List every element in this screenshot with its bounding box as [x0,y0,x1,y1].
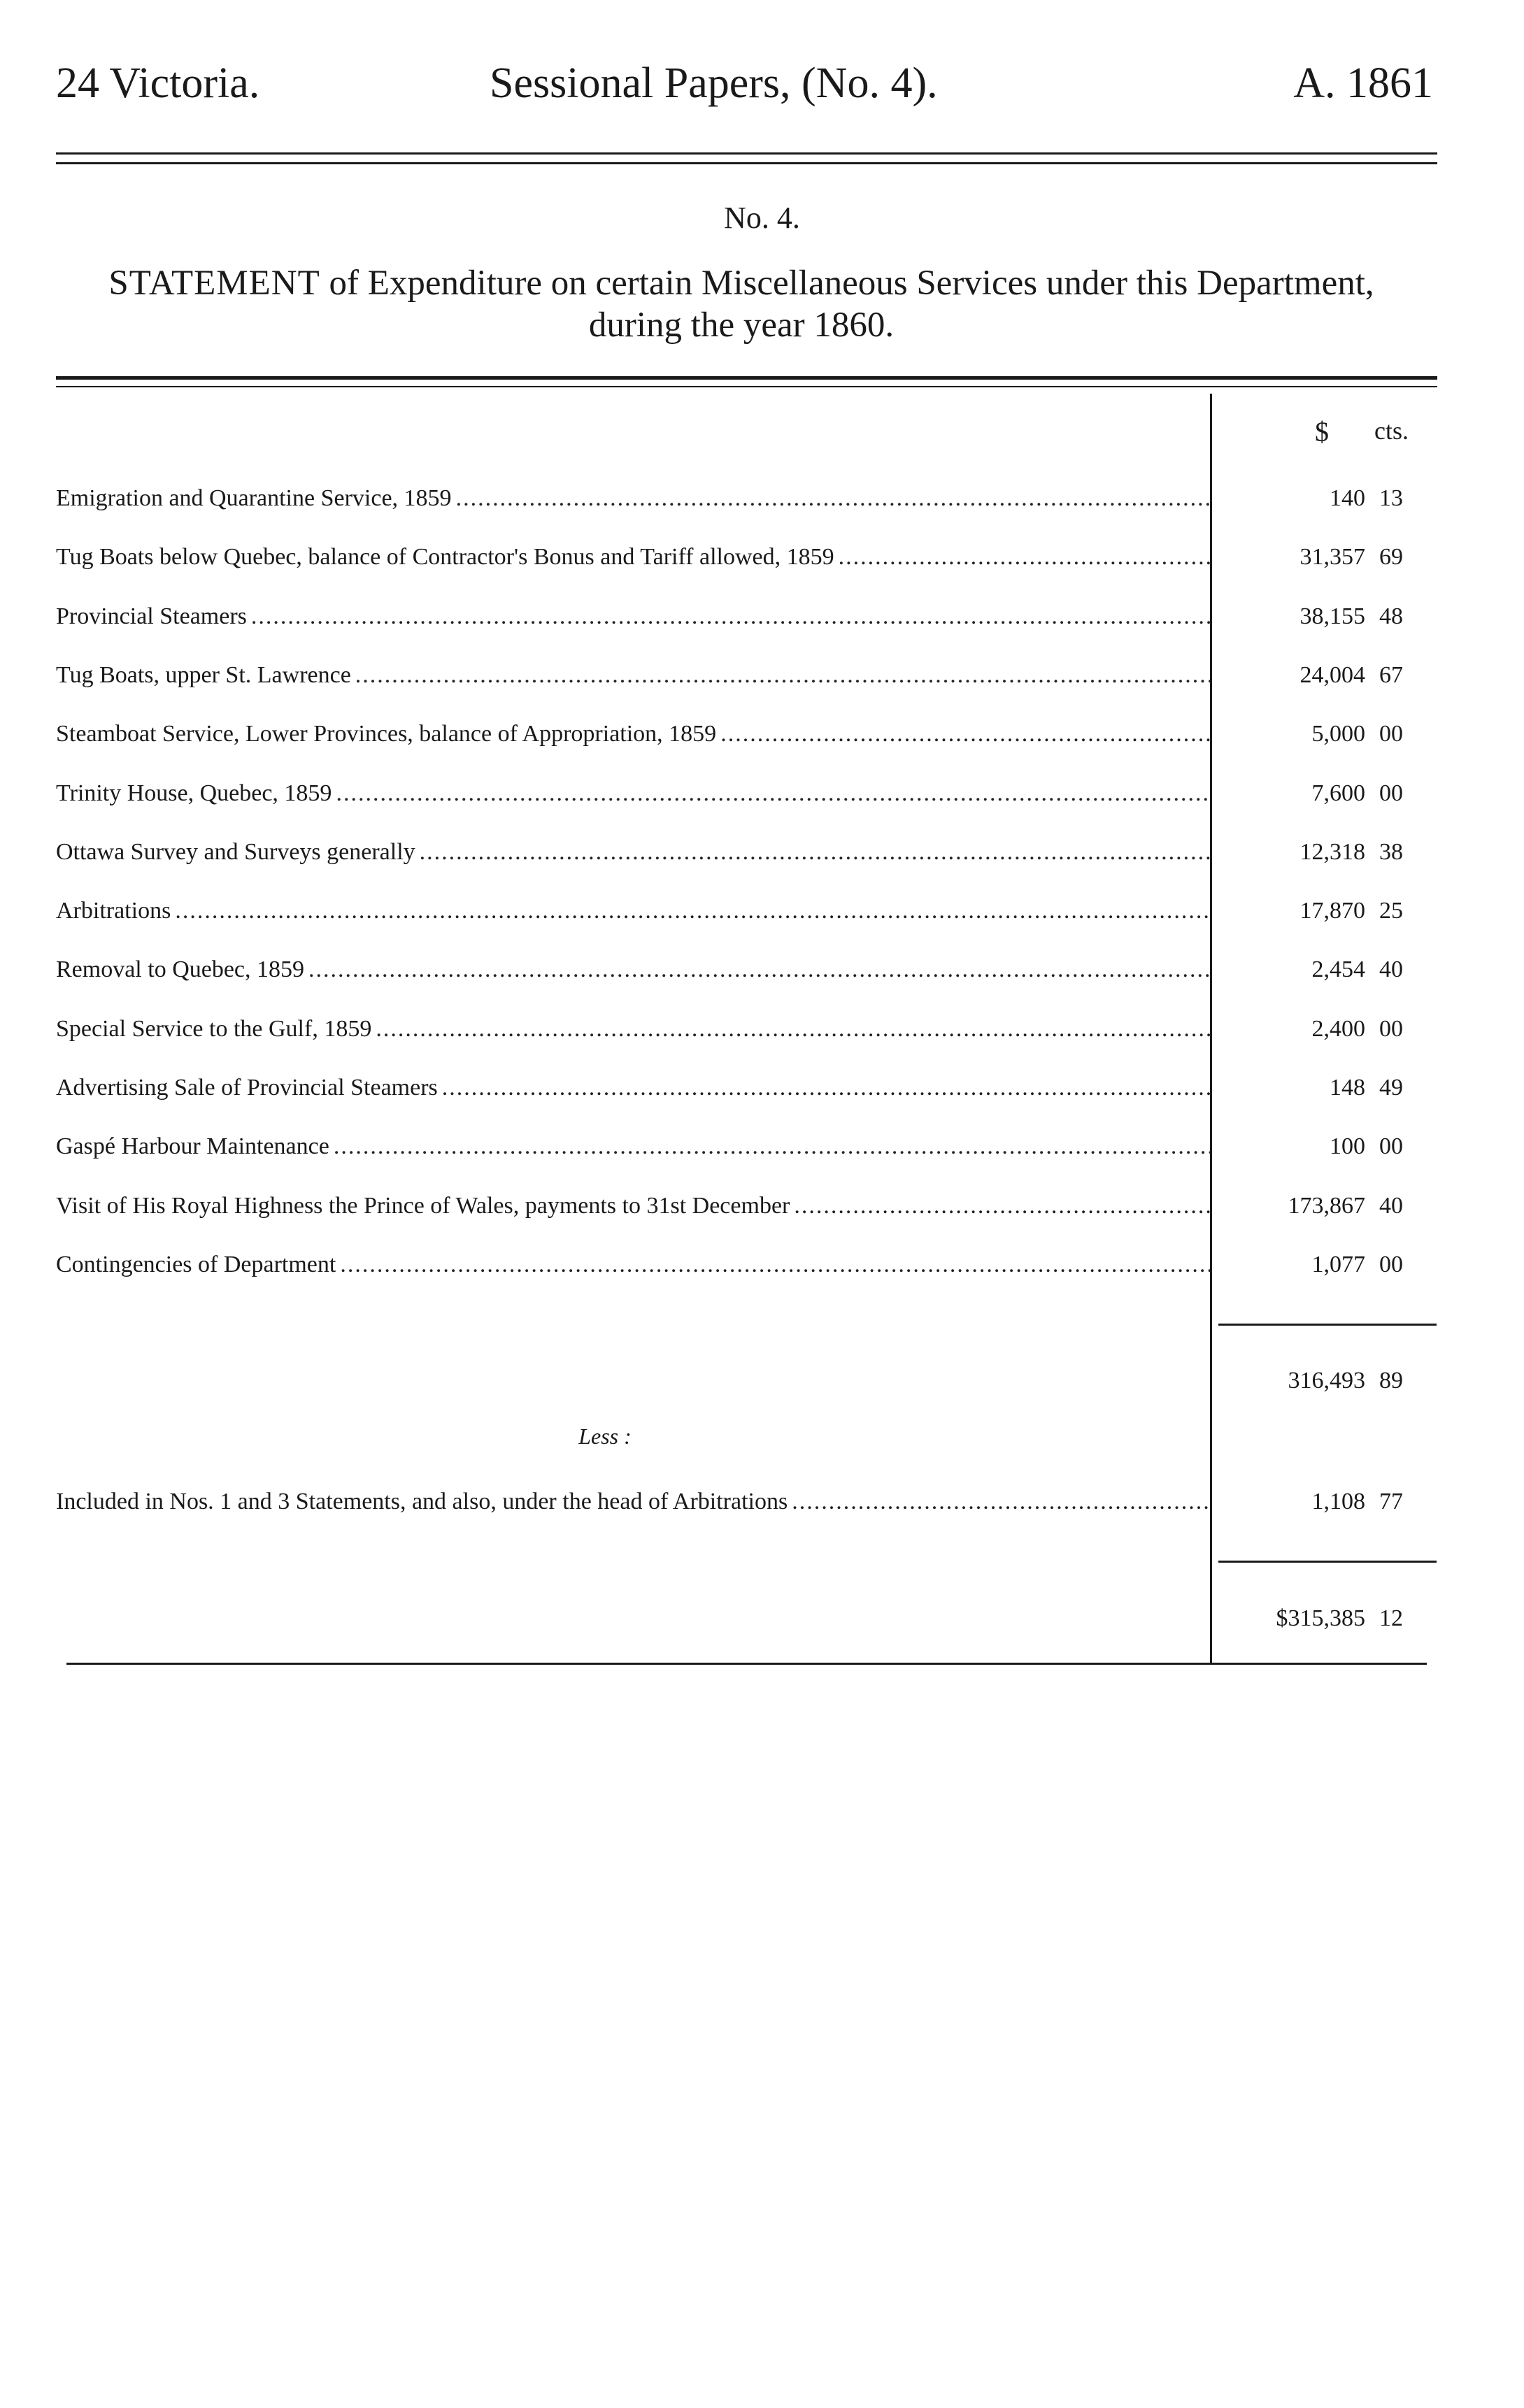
expenditure-label: Tug Boats, upper St. Lawrence [56,662,351,688]
amount-cents: 69 [1379,544,1403,570]
amount-dollars: 5,000 [1311,721,1365,747]
header-rule-bottom [56,162,1437,164]
title-rest: of Expenditure on certain Miscellaneous Services under this Department, [320,264,1374,303]
expenditure-label: Advertising Sale of Provincial Steamers [56,1075,438,1101]
total-rule [1218,1561,1437,1563]
amount-cents: 25 [1379,898,1403,924]
expenditure-row [56,1070,1427,1105]
expenditure-label: Special Service to the Gulf, 1859 [56,1016,372,1042]
expenditure-amount [1218,1012,1428,1047]
deduction-dollars: 1,108 [1311,1489,1365,1514]
expenditure-row [56,835,1427,870]
total-cents: 12 [1379,1605,1403,1631]
total-dollars: $315,385 [1276,1605,1365,1631]
expenditure-row [56,952,1427,987]
expenditure-label: Steamboat Service, Lower Provinces, balance of Appropriation, 1859 [56,721,717,747]
expenditure-row [56,894,1427,929]
expenditure-row [56,481,1427,516]
amount-dollars: 31,357 [1299,544,1365,570]
expenditure-row [56,717,1427,752]
amount-dollars: 17,870 [1299,898,1365,924]
deduction-cents: 77 [1379,1489,1403,1514]
amount-dollars: 2,400 [1311,1016,1365,1042]
amount-cents: 13 [1379,485,1403,511]
expenditure-label: Tug Boats below Quebec, balance of Contractor's Bonus and Tariff allowed, 1859 [56,544,834,570]
expenditure-label: Emigration and Quarantine Service, 1859 [56,485,452,511]
dot-leader [355,658,1210,693]
amount-cents: 38 [1379,839,1403,865]
deduction-label: Included in Nos. 1 and 3 Statements, and also, under the head of Arbitrations [56,1489,788,1514]
dot-leader [456,481,1210,516]
header-rule-top [56,152,1437,155]
amount-cents: 67 [1379,662,1403,688]
expenditure-label: Visit of His Royal Highness the Prince of Wales, payments to 31st December [56,1193,790,1219]
title-lead: STATEMENT [108,264,320,303]
expenditure-row [56,1189,1427,1224]
expenditure-amount [1218,1129,1428,1164]
expenditure-label: Ottawa Survey and Surveys generally [56,839,415,865]
title-rule-bottom [56,386,1437,387]
expenditure-row [56,1247,1427,1282]
expenditure-amount [1218,717,1428,752]
amount-dollars: 100 [1330,1133,1365,1159]
subtotal-rule [1218,1324,1437,1326]
expenditure-row [56,776,1427,811]
running-header-right: A. 1861 [1293,59,1433,107]
amount-cents: 40 [1379,956,1403,982]
amount-dollars: 140 [1330,485,1365,511]
dollar-sign-label: $ [1315,416,1329,447]
expenditure-label: Gaspé Harbour Maintenance [56,1133,329,1159]
dot-leader [794,1189,1210,1224]
expenditure-row [56,658,1427,693]
amount-cents: 40 [1379,1193,1403,1219]
expenditure-row [56,1012,1427,1047]
dot-leader [340,1247,1210,1282]
expenditure-amount [1218,1189,1428,1224]
expenditure-amount [1218,1247,1428,1282]
dot-leader [442,1070,1210,1105]
amount-dollars: 173,867 [1288,1193,1365,1219]
title-line-2: during the year 1860. [588,306,895,345]
expenditure-amount [1218,894,1428,929]
statement-title [56,262,1427,346]
amount-cents: 00 [1379,1252,1403,1277]
dot-leader [376,1012,1210,1047]
amount-cents: 49 [1379,1075,1403,1101]
running-header-left: 24 Victoria. [56,59,260,107]
amount-dollars: 1,077 [1311,1252,1365,1277]
total-amount [1218,1601,1428,1636]
amount-dollars: 24,004 [1299,662,1365,688]
expenditure-label: Arbitrations [56,898,171,924]
amount-dollars: 2,454 [1311,956,1365,982]
deduction-amount [1218,1484,1428,1519]
amount-dollars: 7,600 [1311,780,1365,806]
dot-leader [308,952,1210,987]
expenditure-amount [1218,835,1428,870]
dot-leader [792,1484,1210,1519]
expenditure-label: Removal to Quebec, 1859 [56,956,305,982]
amount-cents: 48 [1379,603,1403,629]
amount-cents: 00 [1379,1133,1403,1159]
amount-dollars: 148 [1330,1075,1365,1101]
expenditure-amount [1218,481,1428,516]
dot-leader [839,540,1210,575]
amount-cents: 00 [1379,721,1403,747]
dot-leader [251,599,1210,634]
subtotal-dollars: 316,493 [1288,1368,1365,1393]
expenditure-row [56,540,1427,575]
dot-leader [334,1129,1210,1164]
expenditure-row [56,1129,1427,1164]
expenditure-amount [1218,599,1428,634]
amount-dollars: 12,318 [1299,839,1365,865]
less-heading: Less : [578,1424,632,1449]
expenditure-label: Contingencies of Department [56,1252,336,1277]
dot-leader [175,894,1210,929]
title-rule-top [56,376,1437,380]
expenditure-amount [1218,952,1428,987]
expenditure-label: Trinity House, Quebec, 1859 [56,780,332,806]
table-bottom-rule [66,1663,1427,1665]
dot-leader [420,835,1210,870]
dot-leader [720,717,1210,752]
expenditure-amount [1218,540,1428,575]
expenditure-label: Provincial Steamers [56,603,247,629]
amount-cents: 00 [1379,1016,1403,1042]
expenditure-amount [1218,776,1428,811]
expenditure-amount [1218,1070,1428,1105]
running-header-center: Sessional Papers, (No. 4). [490,59,938,107]
subtotal-cents: 89 [1379,1368,1403,1393]
deduction-row [56,1484,1427,1519]
subtotal-amount [1218,1363,1428,1398]
expenditure-row [56,599,1427,634]
expenditure-amount [1218,658,1428,693]
cents-label: cts. [1374,417,1409,445]
amount-cents: 00 [1379,780,1403,806]
document-number: No. 4. [724,201,800,235]
amount-dollars: 38,155 [1299,603,1365,629]
dot-leader [336,776,1210,811]
